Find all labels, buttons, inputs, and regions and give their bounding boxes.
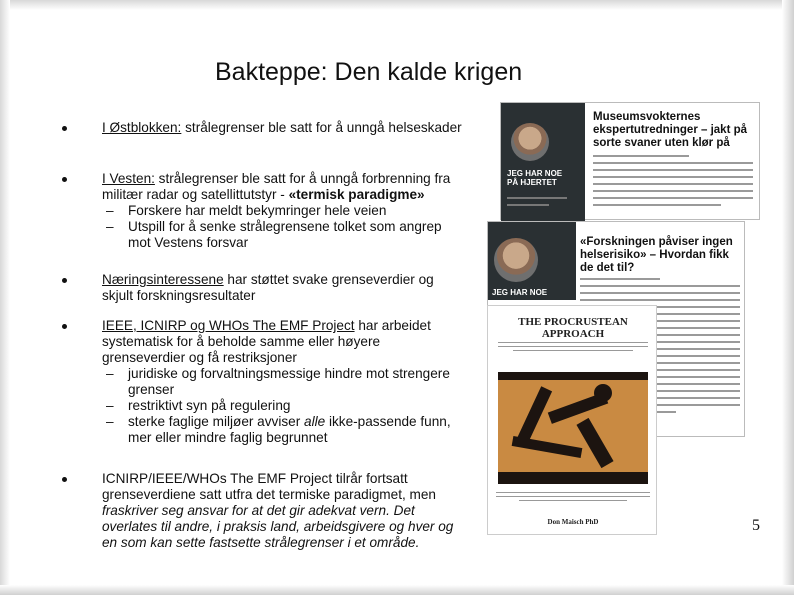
bullet-item bbox=[62, 272, 462, 304]
slide-title: Bakteppe: Den kalde krigen bbox=[215, 58, 523, 86]
bullet-dot bbox=[62, 177, 67, 182]
bullet-text: strålegrenser ble satt for å unngå forbrenning fra militær radar og satellittutstyr - bbox=[102, 171, 451, 202]
bullet-dot bbox=[62, 126, 67, 131]
author-panel bbox=[488, 222, 576, 300]
bullet-dot bbox=[62, 477, 67, 482]
bullet-item-group bbox=[62, 171, 462, 251]
sub-bullet-text: Utspill for å senke strålegrensene tolket som angrep mot Vestens forsvar bbox=[128, 219, 442, 250]
book-caption-lines bbox=[496, 492, 650, 501]
bullet-text: ICNIRP/IEEE/WHOs The EMF Project tilrår fortsatt grenseverdiene satt utfra det termiske paradigmet, men bbox=[102, 471, 436, 502]
book-subtitle-lines bbox=[498, 342, 648, 351]
article-headline: «Forskningen påviser ingen helserisiko» – Hvordan fikk de det til? bbox=[580, 236, 733, 274]
bullet-text: har arbeidet systematisk for å beholde samme eller høyere grenseverdier og få restriksjoner bbox=[102, 318, 431, 365]
bullet-underlined: IEEE, ICNIRP og WHOs The EMF Project bbox=[102, 318, 355, 333]
sub-bullet-dash: – bbox=[106, 414, 114, 429]
bullet-underlined: I Vesten: bbox=[102, 171, 155, 186]
bullet-item bbox=[62, 318, 462, 366]
book-title: THE PROCRUSTEAN APPROACH bbox=[518, 316, 628, 340]
author-panel bbox=[501, 103, 585, 221]
sub-bullet-text: restriktivt syn på regulering bbox=[128, 398, 291, 413]
sub-bullet-item bbox=[62, 203, 462, 219]
greek-vase-illustration bbox=[498, 372, 648, 484]
bullet-bold: «termisk paradigme» bbox=[288, 187, 425, 202]
bullet-text: har støttet svake grenseverdier og skjult forskningsresultater bbox=[102, 272, 434, 303]
bullet-item bbox=[62, 471, 462, 551]
bullet-dot bbox=[62, 324, 67, 329]
article-badge: JEG HAR NOE bbox=[492, 288, 548, 297]
sub-bullet-text: Forskere har meldt bekymringer hele veien bbox=[128, 203, 387, 218]
author-photo bbox=[511, 123, 549, 161]
article-body-lines bbox=[593, 155, 753, 211]
bullet-item bbox=[62, 120, 462, 136]
sub-bullet-dash: – bbox=[106, 219, 114, 234]
bullet-item bbox=[62, 171, 462, 203]
slide-shadow-top bbox=[0, 0, 794, 10]
slide-shadow-left bbox=[0, 0, 10, 595]
sub-bullet-item bbox=[62, 414, 462, 446]
article-headline: Museumsvokternes ekspertutredninger – jakt på sorte svaner uten klør på bbox=[593, 111, 748, 149]
bullet-item-group bbox=[62, 318, 462, 446]
book-cover bbox=[487, 305, 657, 535]
bullet-text: strålegrenser ble satt for å unngå helseskader bbox=[181, 120, 462, 135]
page-number: 5 bbox=[752, 517, 760, 534]
sub-bullet-item bbox=[62, 398, 462, 414]
slide-shadow-right bbox=[782, 0, 794, 595]
book-author: Don Maisch PhD bbox=[547, 518, 599, 526]
sub-bullet-dash: – bbox=[106, 366, 114, 381]
article-image-1 bbox=[500, 102, 760, 220]
bullet-dot bbox=[62, 278, 67, 283]
sub-bullet-item bbox=[62, 219, 462, 251]
bullet-underlined: Næringsinteressene bbox=[102, 272, 224, 287]
sub-bullet-dash: – bbox=[106, 203, 114, 218]
article-badge: JEG HAR NOE PÅ HJERTET bbox=[507, 169, 563, 187]
sub-bullet-text: sterke faglige miljøer avviser bbox=[128, 414, 305, 429]
bullet-underlined: I Østblokken: bbox=[102, 120, 182, 135]
badge-caption-lines bbox=[507, 197, 567, 211]
sub-bullet-text: juridiske og forvaltningsmessige hindre mot strengere grenser bbox=[128, 366, 450, 397]
sub-bullet-italic: alle bbox=[304, 414, 326, 429]
sub-bullet-item bbox=[62, 366, 462, 398]
bullet-italic: fraskriver seg ansvar for at det gir adekvat vern. Det overlates til andre, i praksis land, arbeidsgivere og hver og en som kan sette fastsette strålegrenser i et område. bbox=[102, 503, 454, 550]
slide-shadow-bottom bbox=[0, 585, 794, 595]
author-photo bbox=[494, 238, 538, 282]
sub-bullet-dash: – bbox=[106, 398, 114, 413]
sub-bullet-text: ikke-passende funn, mer eller mindre faglig begrunnet bbox=[128, 414, 451, 445]
